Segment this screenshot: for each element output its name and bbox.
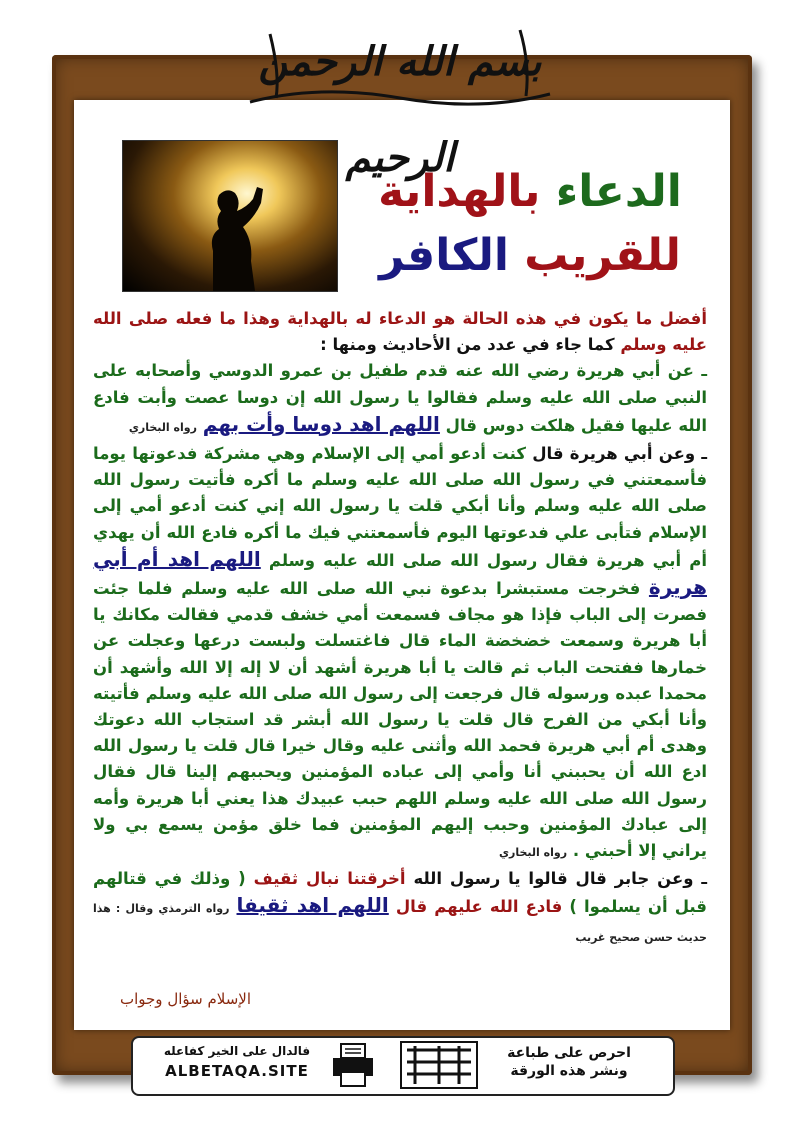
page-title — [330, 160, 730, 288]
hadith-2-continuation: فخرجت مستبشرا بدعوة نبي الله صلى الله عليه وسلم فلما جئت فصرت إلى الباب فإذا هو مجاف فسمعت أمي خشف قدمي فقالت مكانك يا أبا هريرة وسمعت خضخضة الماء قال فاغتسلت ولبست درعها وعجلت عن خمارها ففتحت الباب ثم قالت يا أبا هريرة أشهد أن لا إله إلا الله وأشهد أن محمدا عبده ورسوله قال فرجعت إلى رسول الله صلى الله عليه وسلم فأتيته وأنا أبكي من الفرح قال قلت يا رسول الله أبشر قد استجاب الله دعوتك وهدى أم أبي هريرة فحمد الله وأثنى عليه وقال خيرا قال قلت يا رسول الله ادع الله أن يحببني أنا وأمي إلى عباده المؤمنين ويحببهم إلينا قال فقال رسول الله صلى الله عليه وسلم اللهم حبب عبيدك هذا يعني أبا هريرة وأمه إلى عبادك المؤمنين وحبب إليهم المؤمنين فما خلق مؤمن يسمع بي ولا يراني إلا أحبني . — [93, 579, 707, 861]
title-word-hidaya: بالهداية — [378, 166, 541, 217]
footer-right — [479, 1044, 659, 1080]
hadith-2-text: كنت أدعو أمي إلى الإسلام وهي مشركة فدعوتها يوما فأسمعتني في رسول الله صلى الله عليه وسلم ما أكره فأتيت رسول الله صلى الله عليه وسلم وأنا أبكي قلت يا رسول الله إني كنت أدعو أمي إلى الإسلام فتأبى علي فدعوتها اليوم فأسمعتني فيك ما أكره فادع الله أن يهدي أم أبي هريرة فقال رسول الله صلى الله عليه وسلم — [93, 444, 707, 570]
footer-right-line-1: احرص على طباعة — [507, 1045, 631, 1061]
hadith-3-intro: ـ وعن جابر قال قالوا يا رسول الله — [413, 869, 708, 889]
hadith-1-text: ـ عن أبي هريرة رضي الله عنه قدم طفيل بن عمرو الدوسي وأصحابه على النبي صلى الله عليه وسلم فقالوا يا رسول الله إن دوسا عصت وأبت فادع الله عليها فقيل هلكت دوس قال — [93, 361, 707, 435]
basmala-calligraphy — [240, 14, 560, 181]
footer-left — [147, 1044, 327, 1080]
albetaqa-logo-icon — [399, 1040, 479, 1090]
article-body — [93, 306, 707, 951]
hadith-3-dua: اللهم اهد ثقيفا — [236, 893, 389, 918]
source-label: الإسلام سؤال وجواب — [120, 990, 252, 1008]
hadith-3-aside: ( وذلك في قتالهم قبل أن يسلموا ) — [93, 869, 707, 917]
hadith-2-source: رواه البخاري — [498, 846, 568, 860]
title-word-dua: الدعاء — [555, 166, 682, 217]
albetaqa-logo — [399, 1040, 479, 1090]
footer-slogan: فالدال على الخير كفاعله — [163, 1044, 311, 1058]
footer-box — [131, 1036, 675, 1096]
hadith-2-dua: اللهم اهد أم أبي هريرة — [93, 546, 707, 600]
basmala-text: بسم الله الرحمن الرحيم — [258, 38, 542, 181]
hadith-2-intro: ـ وعن أبي هريرة قال — [532, 444, 708, 464]
praying-person-icon — [123, 141, 337, 291]
title-word-kafir: الكافر — [379, 230, 509, 281]
title-word-qarib: للقريب — [524, 230, 681, 281]
hadith-3-source: رواه الترمذي وقال : هذا حديث حسن صحيح غريب — [93, 902, 707, 944]
intro-rest: كما جاء في عدد من الأحاديث ومنها : — [320, 335, 615, 355]
printer-icon — [329, 1042, 379, 1088]
hadith-3-text: فادع الله عليهم قال — [395, 897, 563, 917]
praying-silhouette-photo — [122, 140, 338, 292]
hadith-3-quote: أخرقتنا نبال ثقيف — [253, 869, 406, 889]
footer-right-line-2: ونشر هذه الورقة — [510, 1063, 628, 1079]
footer-site-link[interactable]: ALBETAQA.SITE — [165, 1062, 309, 1080]
hadith-1-dua: اللهم اهد دوسا وأت بهم — [202, 411, 440, 436]
hadith-1-source: رواه البخاري — [128, 420, 197, 434]
intro-salla: عليه وسلم — [620, 335, 707, 355]
intro-text: أفضل ما يكون في هذه الحالة هو الدعاء له بالهداية وهذا ما فعله صلى الله — [93, 309, 707, 328]
